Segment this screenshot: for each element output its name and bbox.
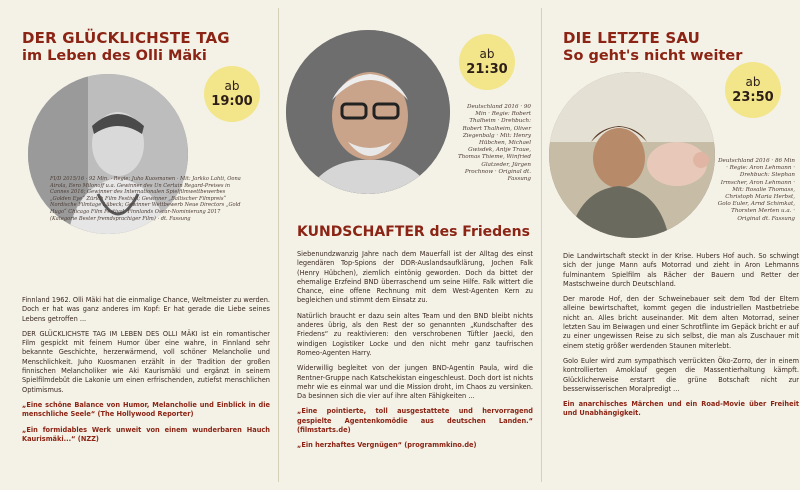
film-column-olli-maeki <box>0 0 275 490</box>
press-quote: „Eine pointierte, toll ausgestattete und hervorragend gespielte Agentenkomödie aus deutschen Landen.“ (filmstarts.de) <box>297 407 533 435</box>
film-title: KUNDSCHAFTER des Friedens <box>297 224 530 240</box>
showtime-badge <box>459 34 515 90</box>
description-paragraph: Natürlich braucht er dazu sein altes Team und den BND bleibt nichts anderes übrig, als den Rest der so genannten „Kundschafter des Friedens“ zu reaktivieren: den verschrobenen Tüftler Jaecki, den windigen Logistiker Locke und den nicht mehr ganz taufrischen Romeo-Agenten Harry. <box>297 311 533 357</box>
column-divider <box>278 8 279 482</box>
film-title <box>22 30 230 65</box>
film-title-line2: im Leben des Olli Mäki <box>22 47 207 64</box>
showtime-badge <box>204 66 260 122</box>
film-photo-spy <box>286 30 450 194</box>
film-column-letzte-sau <box>545 0 800 490</box>
showtime-prefix: ab <box>224 79 240 93</box>
press-quote: „Eine schöne Balance von Humor, Melancholie und Einblick in die menschliche Seele“ (The Hollywood Reporter) <box>22 400 270 419</box>
description-paragraph: Finnland 1962. Olli Mäki hat die einmalige Chance, Weltmeister zu werden. Doch er hat was ganz anderes im Kopf: Er hat gerade die Liebe seines Lebens getroffen ... <box>22 296 270 323</box>
film-credits: Deutschland 2016 · 86 Min · Regie: Aron Lehmann · Drehbuch: Stephan Irmscher, Aron Lehmann · Mit: Rosalie Thomass, Christoph Maria Herbst, Golo Euler, Arnd Schimkat, Thorsten Merten u.a. · Original dt. Fassung <box>717 158 795 222</box>
description-paragraph: Widerwillig begleitet von der jungen BND-Agentin Paula, wird die Rentner-Gruppe nach Katschekistan eingeschleust. Doch dort ist nichts mehr wie es einmal war und die Mission droht, im Chaos zu versinken. Da besinnen sich die vier auf ihre alten Fähigkeiten ... <box>297 364 533 401</box>
film-credits: Deutschland 2016 · 90 Min · Regie: Robert Thalheim · Drehbuch: Robert Thalheim, Oliver Ziegenbalg · Mit: Henry Hübchen, Michael Gwisdek, Antje Traue, Thomas Thieme, Winfried Glatzeder, Jürgen Prochnow · Original dt. Fassung <box>457 104 531 183</box>
film-description <box>22 296 270 450</box>
column-divider <box>541 8 542 482</box>
film-title-line1: DIE LETZTE SAU <box>563 29 701 47</box>
film-title-line2: So geht's nicht weiter <box>563 47 743 64</box>
film-column-kundschafter <box>281 0 536 490</box>
press-quote: „Ein herzhaftes Vergnügen“ (programmkino.de) <box>297 441 477 450</box>
closing-tagline: Ein anarchisches Märchen und ein Road-Movie über Freiheit und Unabhängigkeit. <box>563 400 799 418</box>
showtime-prefix: ab <box>479 47 495 61</box>
film-photo-farmer-pig <box>549 72 715 238</box>
portrait-image <box>286 30 450 194</box>
showtime: 21:30 <box>466 62 508 77</box>
showtime-prefix: ab <box>745 75 761 89</box>
portrait-image <box>549 72 715 238</box>
description-paragraph: Siebenundzwanzig Jahre nach dem Mauerfall ist der Alltag des einst legendären Top-Spions der DDR-Auslandsaufklärung, Jochen Falk (Henry Hübchen), ziemlich eintönig geworden. Doch da bittet der ehemalige Erzfeind BND überraschend um seine Hilfe. Falk wittert die Chance, eine offene Rechnung mit dem West-Agenten Kern zu begleichen und stimmt dem Einsatz zu. <box>297 250 533 305</box>
showtime: 23:50 <box>732 90 774 105</box>
press-quote: „Ein formidables Werk unweit von einem wunderbaren Hauch Kaurismäki...“ (NZZ) <box>22 425 270 443</box>
showtime: 19:00 <box>211 94 253 109</box>
description-paragraph: DER GLÜCKLICHSTE TAG IM LEBEN DES OLLI MÄKI ist ein romantischer Film gespickt mit feinem Humor über eine wahre, in Finnland sehr bekannte Geschichte, herzerwärmend, voll schöner Melancholie und Menschlichkeit. Juho Kuosmanen erzählt in der Tradition der großen finnischen Melancholiker wie Aki Kaurismäki und ergänzt in seinem Spielfilmdebüt die Lakonie um einen erfrischenden, zutiefst menschlichen Optimismus. <box>22 329 270 394</box>
description-paragraph: Golo Euler wird zum sympathisch verrückten Öko-Zorro, der in einem kontrollierten Amoklauf gegen die Massentierhaltung kämpft. Glücklicherweise erstarrt die grüne Botschaft nicht zur besserwisserischen Moralpredigt ... <box>563 356 799 393</box>
film-title <box>563 30 742 65</box>
film-credits: FI/D 2015/16 · 92 Min. · Regie: Juho Kuosmanen · Mit: Jarkko Lahti, Oona Airola, Eero Milonoff u.a. Gewinner des Un Certain Regard-Preises in Cannes 2016; Gewinner des Internationalen Spielfilmwettbewerbes „Golden Eye“ Zürich Film Festival; Gewinner „Baltischer Filmpreis“ Nordische Filmtage Lübeck; Gewinner Wettbewerb Neue Directors „Gold Hugo“ Chicago Film Festival; Finnlands Oscar-Nominierung 2017 (Kategorie Bester fremdsprachiger Film) · dt. Fassung <box>50 176 241 222</box>
showtime-badge <box>725 62 781 118</box>
description-paragraph: Der marode Hof, den der Schweinebauer seit dem Tod der Eltern alleine bewirtschaftet, kommt gegen die industriellen Mastbetriebe nicht an. Alles bricht auseinander. Mit dem alten Motorrad, seiner letzten Sau im Beiwagen und einer Schrotflinte im Gepäck bricht er auf zu einer ungewissen Reise zu sich selbst, die man als Zuschauer mit einem stetig größer werdenden Staunen miterlebt. <box>563 295 799 350</box>
description-paragraph: Die Landwirtschaft steckt in der Krise. Hubers Hof auch. So schwingt sich der junge Mann aufs Motorrad und zieht in Aron Lehmanns fulminantem Spielfilm als Rächer der Bauern und Retter der Mastschweine durch Deutschland. <box>563 252 799 288</box>
film-title-line1: DER GLÜCKLICHSTE TAG <box>22 29 230 47</box>
film-description <box>563 252 799 425</box>
film-description <box>297 250 533 457</box>
